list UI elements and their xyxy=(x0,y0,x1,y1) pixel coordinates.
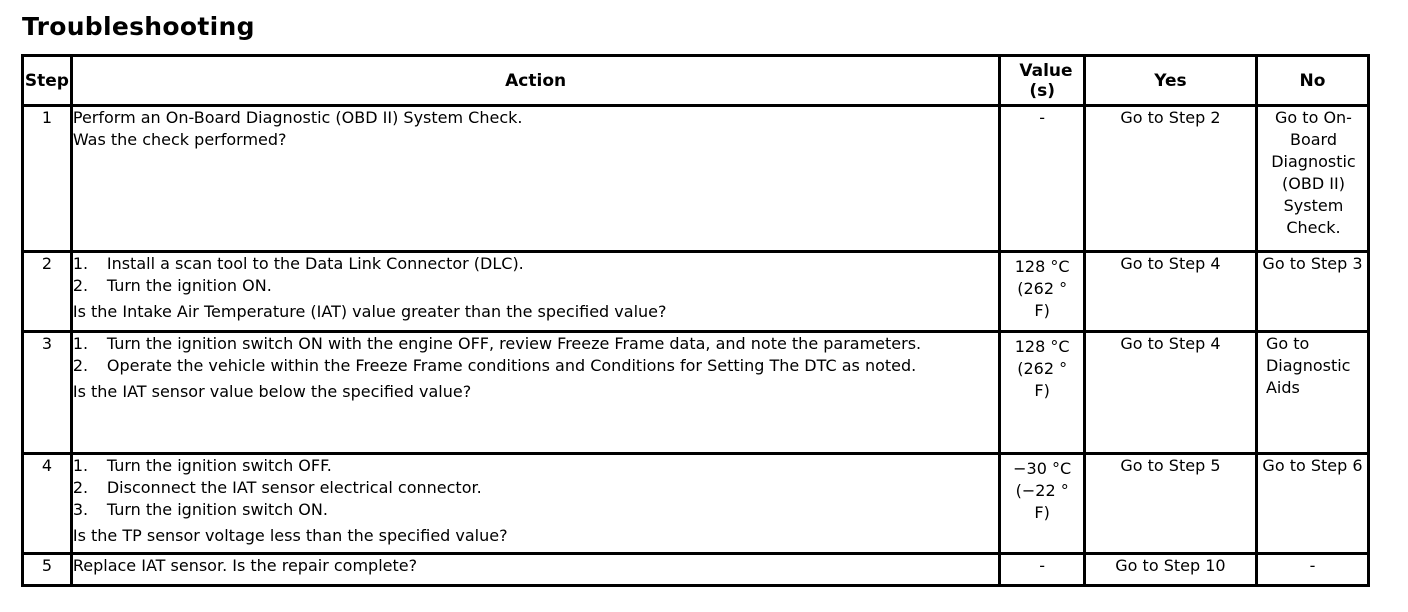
step-number: 1 xyxy=(23,106,72,252)
value-cell: −30 °C (−22 ° F) xyxy=(1000,454,1085,554)
header-step: Step xyxy=(23,56,72,106)
no-cell: Go to On-Board Diagnostic (OBD II) System Check. xyxy=(1256,106,1368,252)
header-no: No xyxy=(1256,56,1368,106)
action-step: 2. Disconnect the IAT sensor electrical connector. xyxy=(72,478,482,497)
action-step-text: Disconnect the IAT sensor electrical connector. xyxy=(106,478,482,497)
table-row xyxy=(23,454,1369,554)
action-cell xyxy=(71,454,1000,554)
value-cell: - xyxy=(1000,554,1085,586)
action-steps xyxy=(73,333,999,377)
action-text: Perform an On-Board Diagnostic (OBD II) System Check. xyxy=(72,108,523,127)
header-value xyxy=(1000,56,1085,106)
header-row xyxy=(23,56,1369,106)
yes-cell: Go to Step 10 xyxy=(1084,554,1256,586)
action-question: Is the IAT sensor value below the specified value? xyxy=(72,382,472,401)
yes-cell: Go to Step 5 xyxy=(1084,454,1256,554)
action-step: 1. Turn the ignition switch OFF. xyxy=(72,456,332,475)
header-value-label: Value (s) xyxy=(1019,60,1073,101)
no-cell: - xyxy=(1256,554,1368,586)
action-step-text: Install a scan tool to the Data Link Connector (DLC). xyxy=(106,254,524,273)
action-step-text: Turn the ignition ON. xyxy=(106,276,272,295)
action-steps xyxy=(73,253,999,297)
troubleshooting-table xyxy=(21,54,1370,587)
no-cell: Go to Diagnostic Aids xyxy=(1256,332,1368,454)
table-row xyxy=(23,332,1369,454)
action-question: Is the TP sensor voltage less than the specified value? xyxy=(72,526,508,545)
page-title: Troubleshooting xyxy=(22,12,255,41)
action-question: Was the check performed? xyxy=(72,130,287,149)
action-step-text: Turn the ignition switch ON with the engine OFF, review Freeze Frame data, and note the parameters. xyxy=(106,334,922,353)
action-question: Is the Intake Air Temperature (IAT) value greater than the specified value? xyxy=(72,302,667,321)
action-step-text: Turn the ignition switch ON. xyxy=(106,500,328,519)
step-number: 5 xyxy=(23,554,72,586)
no-cell: Go to Step 3 xyxy=(1256,252,1368,332)
header-action: Action xyxy=(71,56,1000,106)
action-cell xyxy=(71,106,1000,252)
value-cell: - xyxy=(1000,106,1085,252)
table-row xyxy=(23,554,1369,586)
action-step: 1. Install a scan tool to the Data Link Connector (DLC). xyxy=(72,254,524,273)
action-text: Replace IAT sensor. Is the repair complete? xyxy=(72,556,418,575)
table-row xyxy=(23,252,1369,332)
action-cell xyxy=(71,332,1000,454)
header-yes: Yes xyxy=(1084,56,1256,106)
action-step: 2. Turn the ignition ON. xyxy=(72,276,272,295)
yes-cell: Go to Step 2 xyxy=(1084,106,1256,252)
action-step-text: Turn the ignition switch OFF. xyxy=(106,456,332,475)
step-number: 4 xyxy=(23,454,72,554)
action-step: 3. Turn the ignition switch ON. xyxy=(72,500,328,519)
action-step: 1. Turn the ignition switch ON with the engine OFF, review Freeze Frame data, and note the parameters. xyxy=(72,334,922,353)
action-step: 2. Operate the vehicle within the Freeze Frame conditions and Conditions for Setting The DTC as noted. xyxy=(72,356,917,375)
value-cell: 128 °C (262 ° F) xyxy=(1000,252,1085,332)
yes-cell: Go to Step 4 xyxy=(1084,332,1256,454)
action-step-text: Operate the vehicle within the Freeze Frame conditions and Conditions for Setting The DTC as noted. xyxy=(106,356,917,375)
value-cell: 128 °C (262 ° F) xyxy=(1000,332,1085,454)
step-number: 3 xyxy=(23,332,72,454)
step-number: 2 xyxy=(23,252,72,332)
no-cell: Go to Step 6 xyxy=(1256,454,1368,554)
action-cell xyxy=(71,252,1000,332)
table-row xyxy=(23,106,1369,252)
action-steps xyxy=(73,455,999,521)
action-cell xyxy=(71,554,1000,586)
yes-cell: Go to Step 4 xyxy=(1084,252,1256,332)
